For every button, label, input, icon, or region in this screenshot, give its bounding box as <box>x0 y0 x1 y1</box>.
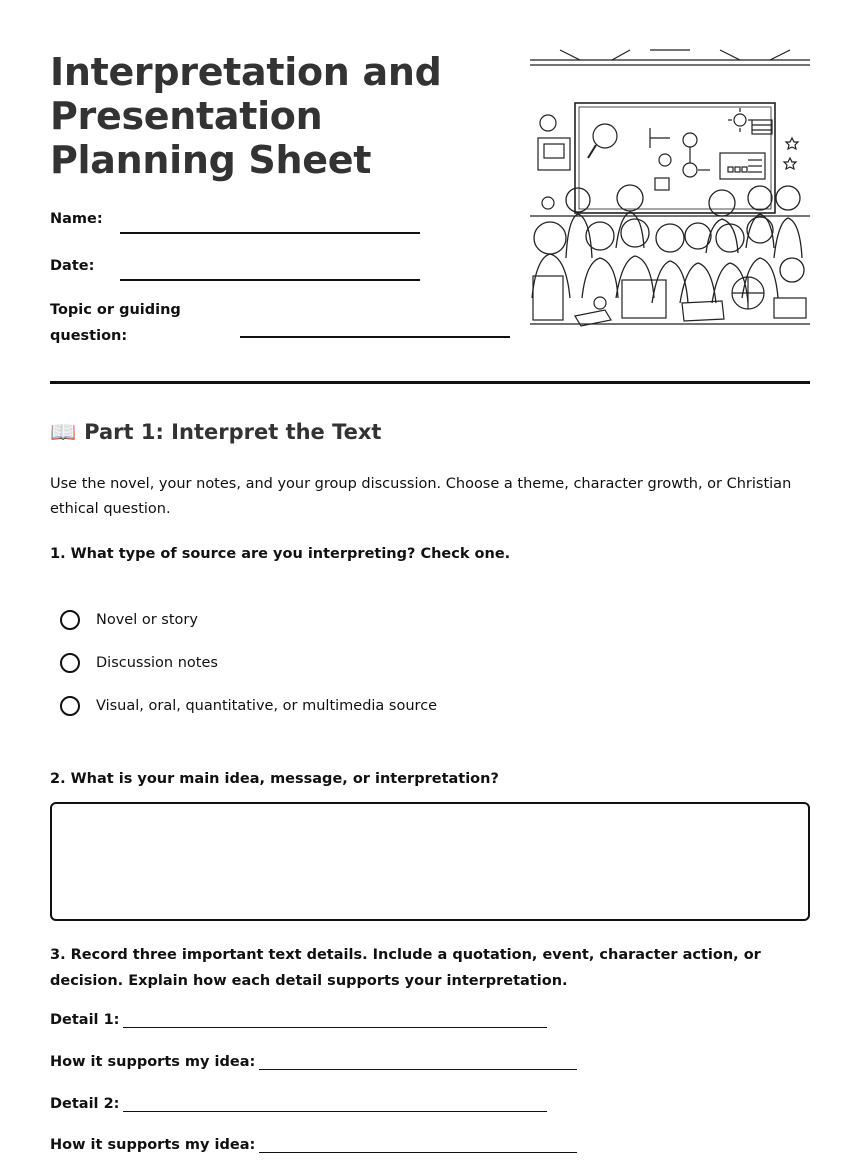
topic-label-line2: question: <box>50 328 128 344</box>
support-2-row[interactable] <box>50 1137 577 1153</box>
question-3: 3. Record three important text details. Include a quotation, event, character action, or decision. Explain how each detail supports your interpretation. <box>50 947 761 989</box>
support-1-label: How it supports my idea: <box>50 1054 256 1070</box>
name-label: Name: <box>50 211 103 227</box>
option-label: Novel or story <box>96 612 198 628</box>
part1-intro: Use the novel, your notes, and your group discussion. Choose a theme, character growth, or Christian ethical question. <box>50 476 792 517</box>
date-field[interactable] <box>120 279 420 281</box>
classroom-illustration <box>530 48 810 328</box>
main-idea-answer-box[interactable] <box>50 802 810 921</box>
support-2-label: How it supports my idea: <box>50 1137 256 1153</box>
option-label: Discussion notes <box>96 655 218 671</box>
section-divider <box>50 381 810 384</box>
part1-heading <box>50 420 381 445</box>
detail-2-row[interactable] <box>50 1096 547 1112</box>
date-label: Date: <box>50 258 95 274</box>
detail-1-line[interactable] <box>123 1013 547 1028</box>
detail-2-line[interactable] <box>123 1097 547 1112</box>
name-field[interactable] <box>120 232 420 234</box>
support-1-row[interactable] <box>50 1054 577 1070</box>
radio-circle[interactable] <box>60 653 80 673</box>
detail-2-label: Detail 2: <box>50 1096 120 1112</box>
page-title: Interpretation and Presentation Planning Sheet <box>50 50 442 182</box>
part1-heading-text: Part 1: Interpret the Text <box>84 420 382 444</box>
option-discussion-notes[interactable] <box>60 653 218 673</box>
topic-label-line1: Topic or guiding <box>50 302 181 318</box>
option-novel[interactable] <box>60 610 198 630</box>
topic-field[interactable] <box>240 336 510 338</box>
question-2: 2. What is your main idea, message, or interpretation? <box>50 771 499 787</box>
question-1: 1. What type of source are you interpreting? Check one. <box>50 546 511 562</box>
radio-circle[interactable] <box>60 696 80 716</box>
book-icon: 📖 <box>50 420 77 444</box>
detail-1-label: Detail 1: <box>50 1012 120 1028</box>
option-label: Visual, oral, quantitative, or multimedia source <box>96 698 438 714</box>
detail-1-row[interactable] <box>50 1012 547 1028</box>
support-1-line[interactable] <box>259 1055 577 1070</box>
option-multimedia[interactable] <box>60 696 437 716</box>
support-2-line[interactable] <box>259 1138 577 1153</box>
radio-circle[interactable] <box>60 610 80 630</box>
